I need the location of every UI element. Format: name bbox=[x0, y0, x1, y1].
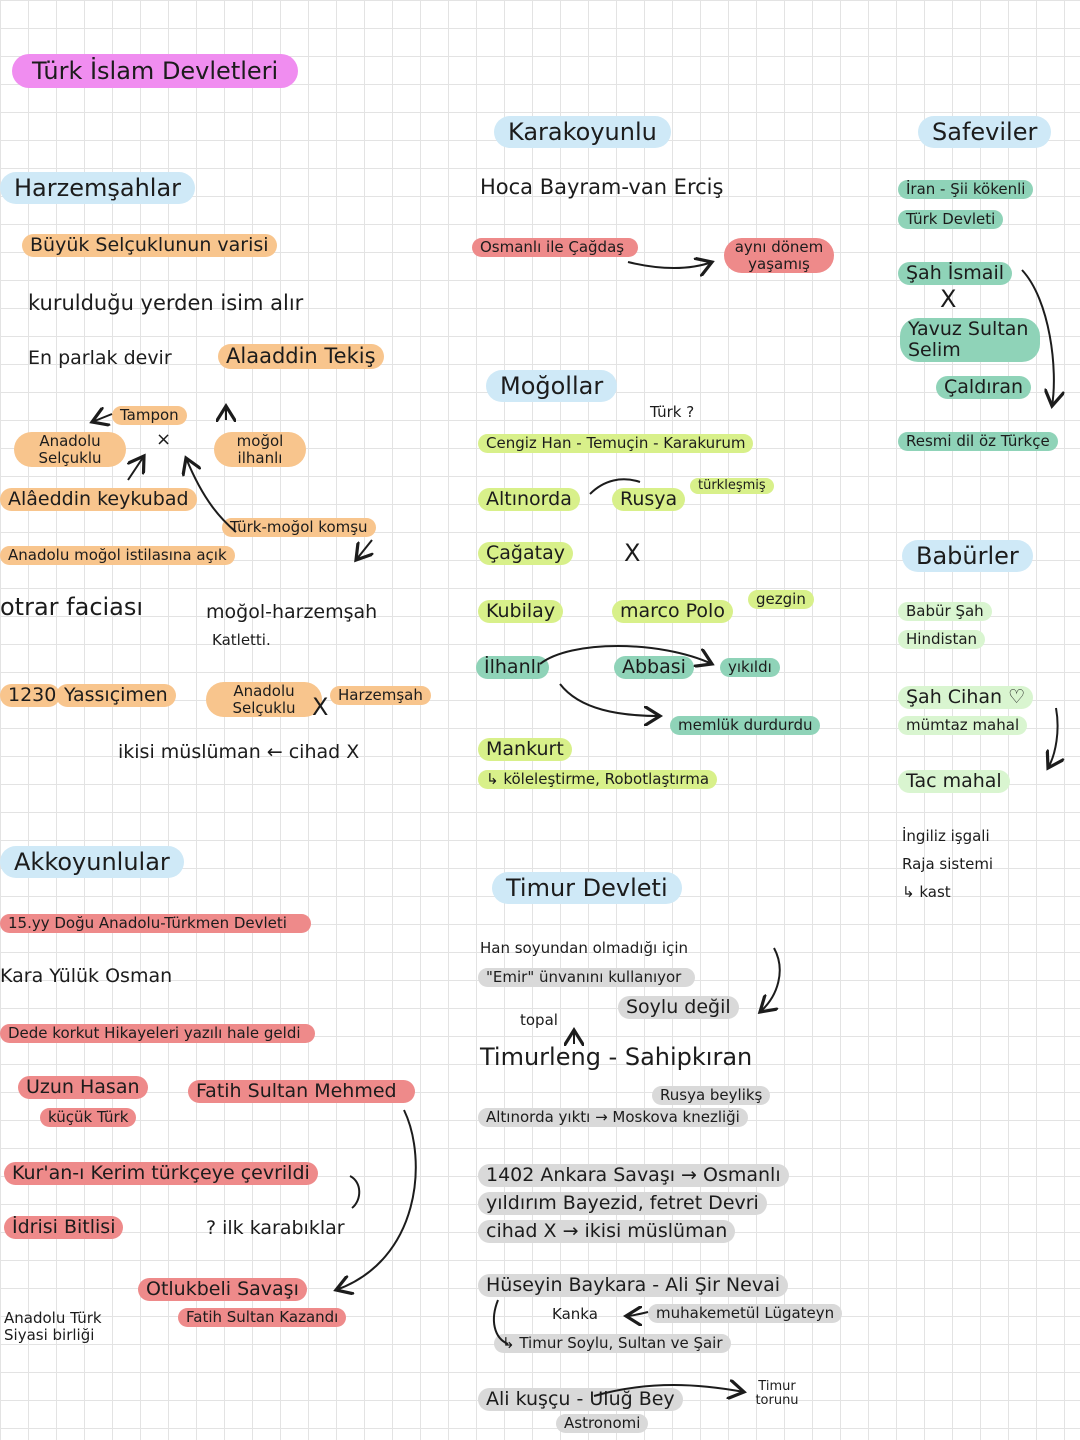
cagatay-x: X bbox=[624, 539, 641, 567]
altinorda-yikti: Altınorda yıktı → Moskova knezliği bbox=[478, 1108, 748, 1127]
page-title: Türk İslam Devletleri bbox=[12, 54, 298, 88]
yassicimen-side-b: Harzemşah bbox=[330, 686, 431, 705]
memluk-durdurdu: memlük durdurdu bbox=[670, 716, 820, 735]
mankurt: Mankurt bbox=[478, 738, 572, 761]
yassicimen-x: X bbox=[312, 693, 329, 721]
arrow-ilhanli-memluk bbox=[560, 684, 660, 716]
caldiran: Çaldıran bbox=[936, 376, 1031, 399]
arrow-kuran bbox=[350, 1176, 359, 1208]
ankara-savasi: 1402 Ankara Savaşı → Osmanlı bbox=[478, 1164, 789, 1187]
baburler-heading: Babürler bbox=[902, 540, 1033, 572]
ilhanli: İlhanlı bbox=[476, 656, 549, 679]
arrow-double bbox=[128, 456, 144, 480]
yavuz-sultan-selim: Yavuz Sultan Selim bbox=[900, 318, 1040, 362]
astronomi: Astronomi bbox=[556, 1414, 648, 1433]
yikildi: yıkıldı bbox=[720, 658, 780, 677]
rusya: Rusya bbox=[612, 488, 685, 511]
akkoyunlular-line-2: Kara Yülük Osman bbox=[0, 965, 173, 987]
topal: topal bbox=[520, 1011, 558, 1029]
ali-kuscu: Ali kuşçu - Uluğ Bey bbox=[478, 1388, 683, 1411]
arrow-fatih-otlukbeli bbox=[336, 1110, 416, 1290]
harzemsahlar-line-2: kurulduğu yerden isim alır bbox=[28, 291, 304, 315]
resmi-dil: Resmi dil öz Türkçe bbox=[898, 432, 1058, 451]
timurleng: Timurleng - Sahipkıran bbox=[480, 1043, 753, 1071]
timur-soylu-sair: ↳ Timur Soylu, Sultan ve Şair bbox=[494, 1334, 731, 1353]
otrar-label: otrar faciası bbox=[0, 593, 144, 621]
ingiliz-isgali: İngiliz işgali bbox=[902, 827, 990, 845]
yildirim-bayezid: yıldırım Bayezid, fetret Devri bbox=[478, 1192, 767, 1215]
idrisi-bitlisi: İdrisi Bitlisi bbox=[4, 1216, 123, 1239]
abbasi: Abbasi bbox=[614, 656, 694, 679]
tampon-label: Tampon bbox=[112, 406, 187, 425]
soylu-degil: Soylu değil bbox=[618, 996, 739, 1019]
arrow-cagdas bbox=[628, 262, 712, 268]
akkoyunlular-line-3: Dede korkut Hikayeleri yazılı hale geldi bbox=[0, 1024, 315, 1043]
otrar-katletti: Katletti. bbox=[212, 631, 271, 649]
harzemsahlar-heading: Harzemşahlar bbox=[0, 172, 195, 204]
akkoyunlular-heading: Akkoyunlular bbox=[0, 846, 184, 878]
ilk-karabiklar: ? ilk karabıklar bbox=[206, 1217, 345, 1239]
turklesmis: türkleşmiş bbox=[690, 478, 774, 494]
cengiz-han: Cengiz Han - Temuçin - Karakurum bbox=[478, 434, 753, 453]
fatih-sultan-mehmed: Fatih Sultan Mehmed bbox=[188, 1080, 415, 1103]
ikisi-musluman: ikisi müslüman ← cihad X bbox=[118, 741, 360, 763]
mogol-ilhanli-label: moğol ilhanlı bbox=[214, 432, 306, 467]
karakoyunlu-line-1: Hoca Bayram-van Erciş bbox=[480, 175, 724, 199]
muhakemet: muhakemetül Lügateyn bbox=[648, 1304, 842, 1323]
arrow-tampon-left bbox=[92, 414, 112, 422]
altinorda: Altınorda bbox=[478, 488, 580, 511]
cihad-x: cihad X → ikisi müslüman bbox=[478, 1220, 735, 1243]
karakoyunlu-line-3: aynı dönem yaşamış bbox=[724, 238, 834, 273]
huseyin-baykara: Hüseyin Baykara - Ali Şir Nevai bbox=[478, 1274, 788, 1297]
kast: ↳ kast bbox=[902, 883, 951, 901]
timur-torunu: Timur torunu bbox=[755, 1379, 799, 1409]
anadolu-selcuklu-label: Anadolu Selçuklu bbox=[14, 432, 126, 467]
harzemsahlar-line-3a: En parlak devir bbox=[28, 347, 172, 369]
siyasi-birlik: Anadolu Türk Siyasi birliği bbox=[4, 1309, 102, 1344]
kubilay: Kubilay bbox=[478, 600, 563, 623]
marco-polo: marco Polo bbox=[612, 600, 733, 623]
karakoyunlu-line-2: Osmanlı ile Çağdaş bbox=[472, 238, 638, 257]
timur-heading: Timur Devleti bbox=[492, 872, 682, 904]
babur-sah: Babür Şah bbox=[898, 602, 992, 621]
arrow-komsu-down bbox=[356, 540, 372, 560]
hindistan: Hindistan bbox=[898, 630, 985, 649]
kanka: Kanka bbox=[552, 1305, 598, 1323]
cross-mark: × bbox=[156, 429, 172, 450]
istila-label: Anadolu moğol istilasına açık bbox=[0, 546, 235, 565]
rusya-beylikleri: Rusya beylikş bbox=[652, 1086, 770, 1105]
aladdin-label: Alâeddin keykubad bbox=[0, 488, 197, 511]
yassicimen-side-a: Anadolu Selçuklu bbox=[206, 682, 322, 717]
arrow-kanka bbox=[626, 1312, 648, 1316]
mogollar-heading: Moğollar bbox=[486, 370, 617, 402]
arrow-soylu bbox=[760, 948, 780, 1012]
safeviler-heading: Safeviler bbox=[918, 116, 1051, 148]
otrar-desc: moğol-harzemşah bbox=[206, 601, 378, 623]
fatih-kazandi: Fatih Sultan Kazandı bbox=[178, 1308, 346, 1327]
mumtaz-mahal: mümtaz mahal bbox=[898, 716, 1027, 735]
uzun-hasan: Uzun Hasan bbox=[18, 1076, 148, 1099]
harzemsahlar-line-1: Büyük Selçuklunun varisi bbox=[22, 234, 277, 257]
sah-cihan: Şah Cihan ♡ bbox=[898, 686, 1033, 709]
kolelestirme: ↳ köleleştirme, Robotlaştırma bbox=[478, 770, 717, 789]
karakoyunlu-heading: Karakoyunlu bbox=[494, 116, 671, 148]
sah-ismail: Şah İsmail bbox=[898, 262, 1012, 285]
harzemsahlar-line-3b: Alaaddin Tekiş bbox=[218, 344, 384, 369]
timur-line-1: Han soyundan olmadığı için bbox=[480, 939, 689, 957]
tac-mahal: Tac mahal bbox=[898, 770, 1010, 793]
otlukbeli-savasi: Otlukbeli Savaşı bbox=[138, 1278, 307, 1301]
yassicimen-label: Yassıçimen bbox=[56, 684, 176, 707]
raja-sistemi: Raja sistemi bbox=[902, 855, 994, 873]
arrow-sah-cihan bbox=[1048, 708, 1058, 768]
kucuk-turk: küçük Türk bbox=[40, 1108, 136, 1127]
safeviler-x: X bbox=[940, 285, 957, 313]
gezgin: gezgin bbox=[748, 590, 814, 609]
turk-mogol-label: Türk-moğol komşu bbox=[222, 518, 376, 537]
safeviler-line-2: Türk Devleti bbox=[898, 210, 1003, 229]
akkoyunlular-line-1: 15.yy Doğu Anadolu-Türkmen Devleti bbox=[0, 914, 311, 933]
safeviler-line-1: İran - Şii kökenli bbox=[898, 180, 1033, 199]
kuran-turkce: Kur'an-ı Kerim türkçeye çevrildi bbox=[4, 1162, 318, 1185]
mogollar-turk-q: Türk ? bbox=[650, 403, 695, 421]
yassicimen-year: 1230 bbox=[0, 684, 60, 707]
cagatay: Çağatay bbox=[478, 542, 573, 565]
timur-line-2: "Emir" ünvanını kullanıyor bbox=[478, 968, 695, 987]
